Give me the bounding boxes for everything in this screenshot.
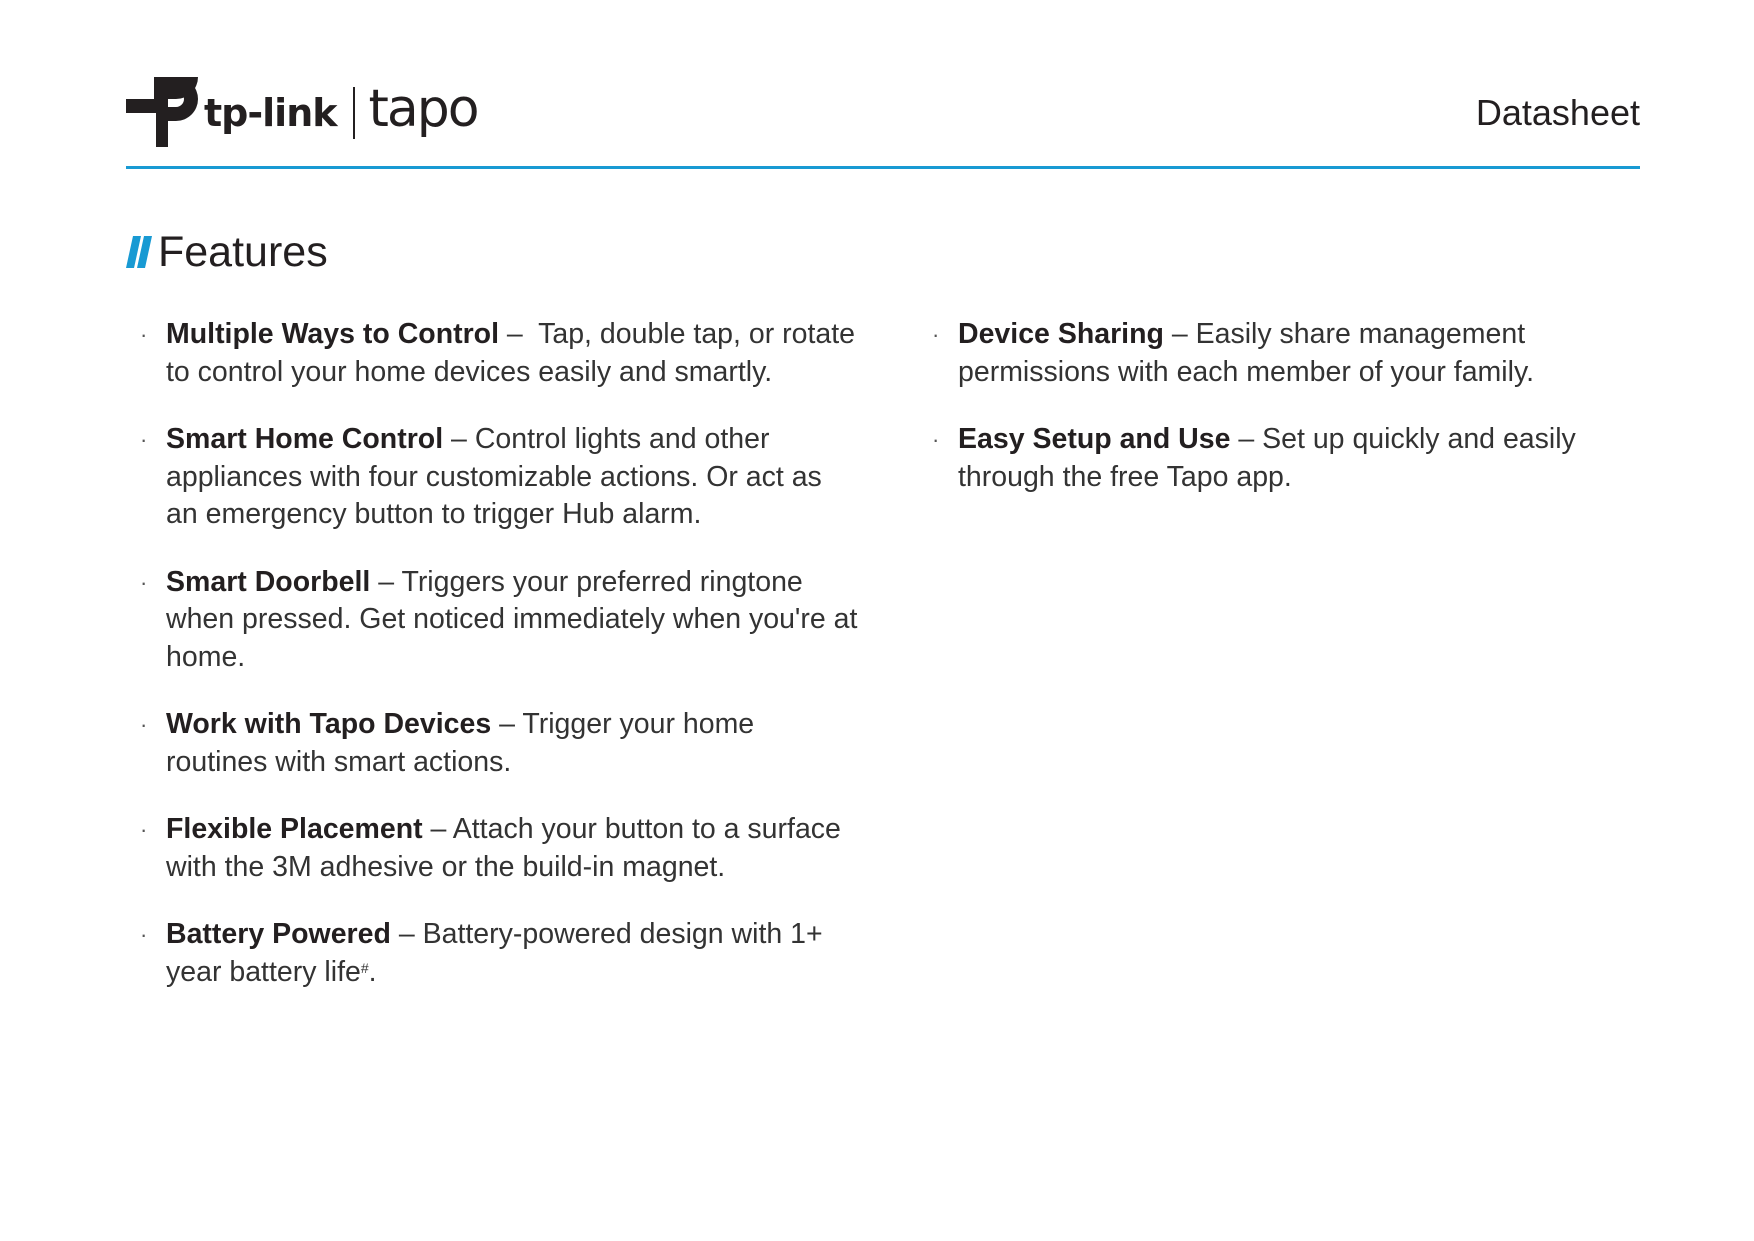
feature-item xyxy=(140,564,860,677)
features-list-right xyxy=(932,316,1632,526)
feature-separator: – xyxy=(370,565,402,598)
feature-item xyxy=(932,316,1632,391)
feature-title: Easy Setup and Use xyxy=(958,423,1231,455)
features-list-left xyxy=(140,316,860,1021)
feature-text: Triggers your preferred ringtone when pressed. Get noticed immediately when you're at home. xyxy=(166,565,858,673)
bullet: · xyxy=(932,427,940,452)
feature-item xyxy=(140,811,860,886)
bullet: · xyxy=(140,322,148,347)
feature-text: Tap, double tap, or rotate to control your home devices easily and smartly. xyxy=(166,318,855,388)
tp-link-wordmark: tp-link xyxy=(204,91,337,135)
feature-separator: – xyxy=(1163,318,1196,350)
feature-item xyxy=(140,916,860,991)
feature-text: Trigger your home routines with smart actions. xyxy=(166,708,755,778)
feature-separator: – xyxy=(499,318,539,350)
document-type-label: Datasheet xyxy=(1475,92,1640,133)
logo-divider xyxy=(353,87,355,139)
feature-title: Work with Tapo Devices xyxy=(166,708,492,740)
page-header xyxy=(126,60,1640,170)
feature-item xyxy=(932,421,1632,496)
feature-item xyxy=(140,316,860,391)
feature-separator: – xyxy=(443,423,475,455)
feature-text: Easily share management permissions with each member of your family. xyxy=(958,318,1534,388)
bullet: · xyxy=(932,322,940,347)
feature-text: Set up quickly and easily through the free Tapo app. xyxy=(958,423,1576,493)
feature-title: Smart Doorbell xyxy=(166,565,371,598)
feature-separator: – xyxy=(422,813,453,845)
footnote-mark: # xyxy=(360,959,369,976)
accent-slashes-icon xyxy=(126,236,152,268)
feature-item xyxy=(140,421,860,534)
bullet: · xyxy=(140,922,148,947)
section-title: Features xyxy=(158,227,328,276)
feature-title: Battery Powered xyxy=(166,918,391,950)
feature-title: Device Sharing xyxy=(958,318,1164,350)
feature-title: Multiple Ways to Control xyxy=(166,318,500,350)
bullet: · xyxy=(140,712,148,737)
feature-title: Flexible Placement xyxy=(166,813,423,845)
section-heading xyxy=(126,224,328,280)
feature-text: Battery-powered design with 1+ year battery life xyxy=(166,918,823,988)
feature-text: Control lights and other appliances with four customizable actions. Or act as an emergency button to trigger Hub alarm. xyxy=(166,423,822,530)
bullet: · xyxy=(140,817,148,842)
feature-separator: – xyxy=(390,918,423,950)
feature-separator: – xyxy=(1230,423,1263,455)
tp-link-tapo-logo xyxy=(126,73,478,153)
bullet: · xyxy=(140,569,148,595)
tp-link-logo-icon xyxy=(126,77,198,149)
bullet: · xyxy=(140,427,148,452)
header-divider xyxy=(126,166,1640,169)
feature-text-end: . xyxy=(368,955,377,988)
feature-title: Smart Home Control xyxy=(166,423,444,455)
tapo-wordmark: tapo xyxy=(368,79,478,139)
feature-text: Attach your button to a surface with the 3M adhesive or the build-in magnet. xyxy=(166,813,841,883)
feature-separator: – xyxy=(491,708,523,740)
feature-item xyxy=(140,706,860,781)
